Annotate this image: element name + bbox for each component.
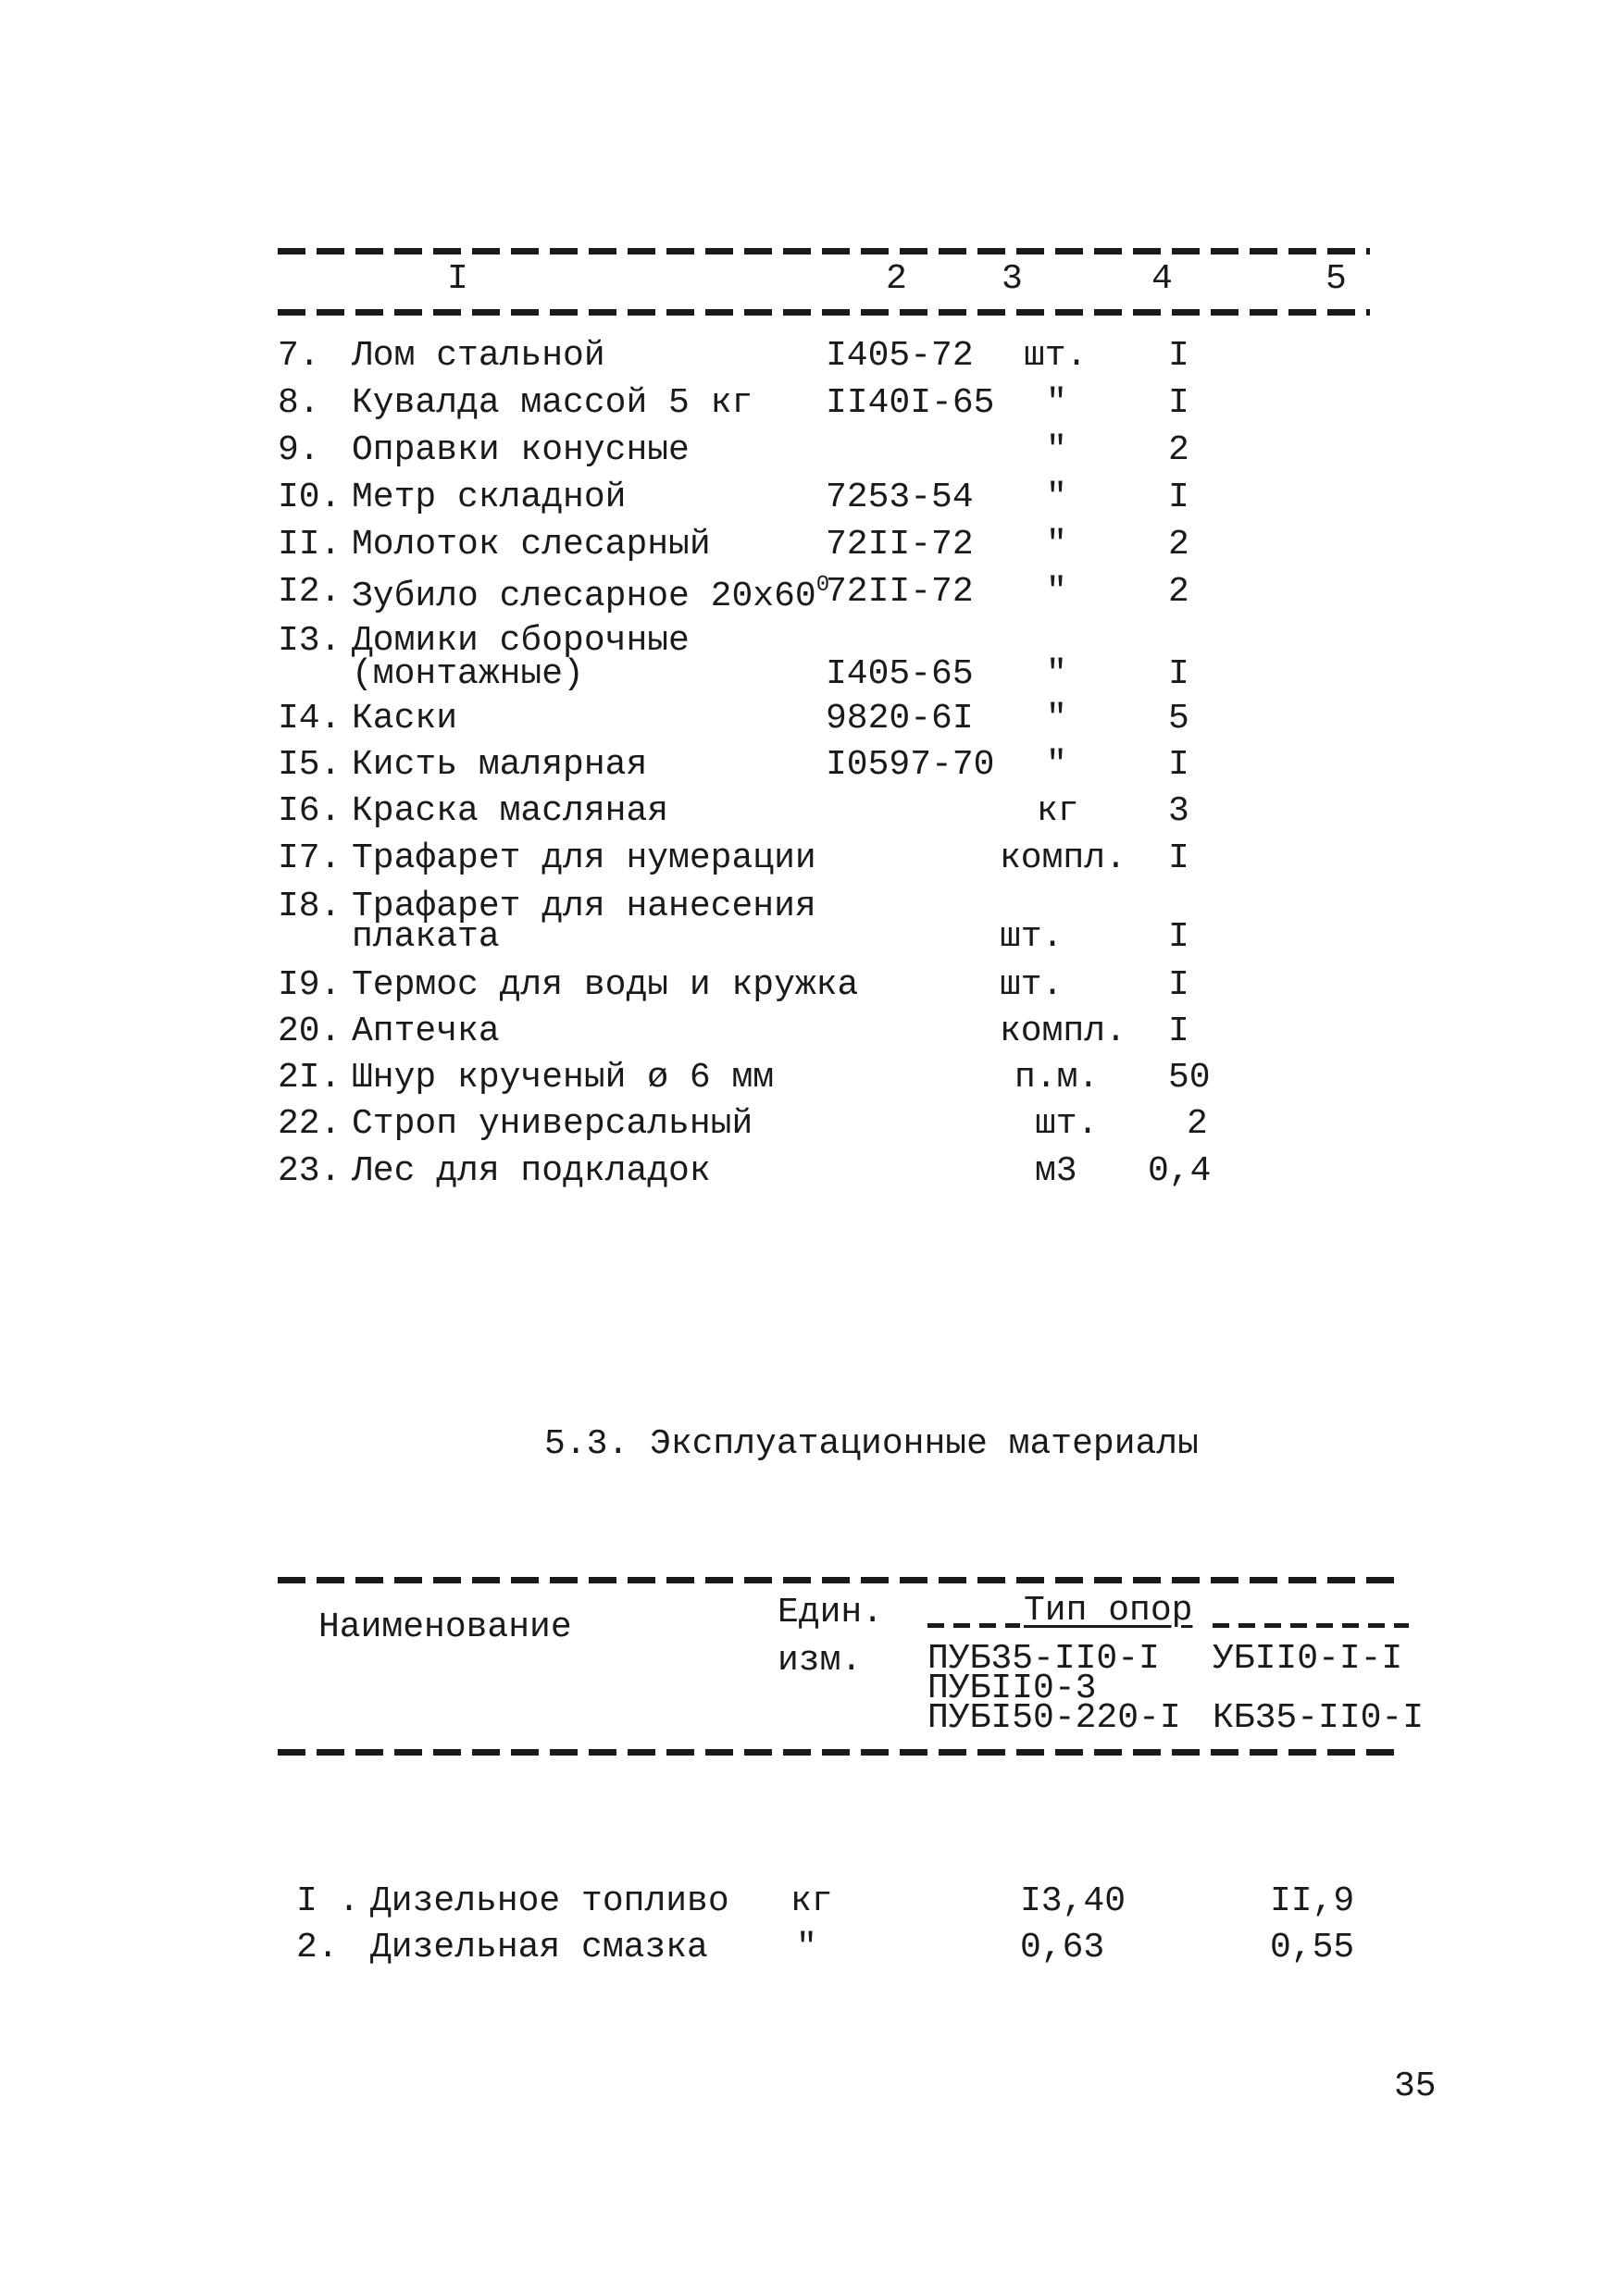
item-name: Аптечка [352,1011,500,1051]
item-unit: " [1046,525,1067,565]
row-number: I2. [278,572,342,612]
table2-header-rule [278,1749,1401,1756]
row-number: 2I. [278,1058,342,1098]
item-name: Домики сборочные [352,621,690,661]
row-number: 22. [278,1104,342,1144]
item-unit: шт. [1035,1104,1099,1144]
item-qty: 0,4 [1148,1151,1212,1191]
row-number: I5. [278,745,342,785]
value-type-b: 0,55 [1270,1928,1355,1967]
row-number: 7. [278,336,320,376]
degree-sup: 0 [815,573,830,598]
row-number: I4. [278,699,342,738]
item-gost: 72II-72 [826,572,974,612]
value-type-b: II,9 [1270,1881,1355,1921]
item-qty: 2 [1168,572,1189,612]
type-header-rule-right [1213,1623,1409,1628]
item-unit: м3 [1035,1151,1077,1191]
item-unit: " [1046,699,1067,738]
table1-header-4: 4 [1151,259,1173,299]
item-unit: п.м. [1014,1058,1100,1098]
item-qty: I [1168,917,1189,957]
item-qty: I [1168,336,1189,376]
row-number: I9. [278,965,342,1005]
table1-top-rule [278,248,1370,254]
item-name: Шнур крученый ø 6 мм [352,1058,775,1098]
value-type-a: I3,40 [1020,1881,1126,1921]
col-name-header: Наименование [318,1607,572,1647]
type-a-3: ПУБI50-220-I [927,1698,1181,1738]
row-number: 23. [278,1151,342,1191]
item-qty: I [1168,478,1189,517]
item-unit: компл. [1000,1011,1126,1051]
item-unit: шт. [1024,336,1088,376]
table2-top-rule [278,1577,1401,1583]
item-unit: шт. [1000,917,1064,957]
item-unit: " [1046,572,1067,612]
item-name-line2: (монтажные) [352,654,584,694]
item-qty: I [1168,838,1189,878]
page-number: 35 [1394,2066,1437,2106]
row-number: I . [296,1881,360,1921]
item-qty: 5 [1168,699,1189,738]
item-qty: I [1168,965,1189,1005]
item-unit: компл. [1000,838,1126,878]
item-name: Кисть малярная [352,745,648,785]
row-number: 2. [296,1928,339,1967]
item-qty: 50 [1168,1058,1211,1098]
item-name: Лес для подкладок [352,1151,711,1191]
item-name-text: Зубило слесарное 20х60 [352,577,816,616]
type-b-1: УБII0-I-I [1213,1639,1403,1679]
material-unit: " [796,1928,817,1967]
row-number: I8. [278,887,342,926]
item-name: Каски [352,699,458,738]
item-qty: 2 [1168,525,1189,565]
section-title: 5.3. Эксплуатационные материалы [544,1424,1199,1464]
col-unit-header-1: Един. [778,1593,884,1632]
item-name: Метр складной [352,478,627,517]
item-unit: " [1046,383,1067,423]
row-number: I3. [278,621,342,661]
item-qty: I [1168,654,1189,694]
table1-header-3: 3 [1002,259,1023,299]
item-gost: I405-72 [826,336,974,376]
item-qty: 3 [1168,791,1189,831]
type-header-rule-left [927,1623,1020,1628]
material-name: Дизельное топливо [370,1881,729,1921]
value-type-a: 0,63 [1020,1928,1105,1967]
type-a-1: ПУБ35-II0-I [927,1639,1160,1679]
table1-header-rule [278,309,1370,316]
table1-header-5: 5 [1326,259,1347,299]
item-unit: " [1046,478,1067,517]
item-qty: I [1168,1011,1189,1051]
table1-header-2: 2 [886,259,907,299]
item-name-line2: плаката [352,917,500,957]
item-name: Строп универсальный [352,1104,753,1144]
item-unit: " [1046,654,1067,694]
type-a-2: ПУБII0-3 [927,1669,1097,1708]
item-gost: II40I-65 [826,383,995,423]
item-unit: " [1046,430,1067,470]
item-name: Краска масляная [352,791,669,831]
item-name: Оправки конусные [352,430,690,470]
item-gost: I405-65 [826,654,974,694]
item-name: Трафарет для нанесения [352,887,816,926]
item-qty: 2 [1168,430,1189,470]
table1-header-1: I [447,259,468,299]
row-number: II. [278,525,342,565]
row-number: 8. [278,383,320,423]
item-name: Термос для воды и кружка [352,965,859,1005]
item-name: Кувалда массой 5 кг [352,383,753,423]
type-b-2: КБ35-II0-I [1213,1698,1425,1738]
item-name: Трафарет для нумерации [352,838,816,878]
row-number: 20. [278,1011,342,1051]
material-name: Дизельная смазка [370,1928,708,1967]
material-unit: кг [790,1881,833,1921]
item-name: Молоток слесарный [352,525,711,565]
item-qty: 2 [1187,1104,1208,1144]
item-gost: I0597-70 [826,745,995,785]
item-gost: 72II-72 [826,525,974,565]
col-type-header: Тип опор [1024,1591,1193,1631]
item-gost: 7253-54 [826,478,974,517]
item-unit: кг [1037,791,1079,831]
col-unit-header-2: изм. [778,1641,863,1681]
row-number: 9. [278,430,320,470]
item-name: Лом стальной [352,336,605,376]
row-number: I0. [278,478,342,517]
row-number: I7. [278,838,342,878]
row-number: I6. [278,791,342,831]
item-unit: шт. [1000,965,1064,1005]
item-gost: 9820-6I [826,699,974,738]
item-unit: " [1046,745,1067,785]
item-qty: I [1168,383,1189,423]
item-qty: I [1168,745,1189,785]
item-name [352,575,829,614]
